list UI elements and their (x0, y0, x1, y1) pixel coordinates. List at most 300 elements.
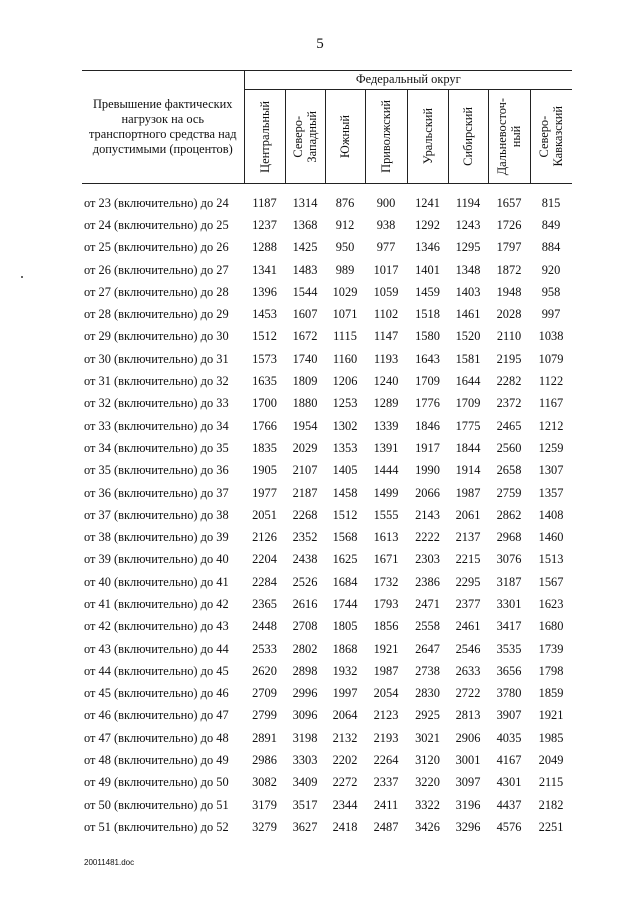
table-cell: 1726 (496, 217, 522, 232)
table-cell: 2365 (252, 596, 277, 611)
district-header (488, 90, 530, 184)
table-cell: 1147 (373, 329, 399, 344)
table-row (82, 192, 572, 214)
table-cell: 2204 (252, 552, 277, 567)
table-row (82, 437, 572, 459)
table-cell: 1732 (373, 574, 399, 589)
table-cell: 950 (335, 240, 355, 255)
table-cell: 1288 (252, 240, 277, 255)
table-cell: 4167 (496, 753, 522, 768)
table-cell: 1029 (332, 284, 358, 299)
table-cell: 815 (541, 195, 561, 210)
table-row (82, 259, 572, 281)
table-row (82, 616, 572, 638)
table-cell: 1071 (332, 307, 358, 322)
table-cell: 1237 (252, 217, 277, 232)
table-row (82, 415, 572, 437)
table-cell: 2115 (538, 775, 564, 790)
table-row (82, 214, 572, 236)
district-header-label: Северо- Западный (291, 110, 319, 163)
table-cell: 3296 (455, 819, 481, 834)
row-label: от 37 (включительно) до 38 (84, 507, 229, 522)
table-row (82, 749, 572, 771)
table-cell: 1038 (538, 329, 564, 344)
table-cell: 3196 (455, 797, 481, 812)
table-row (82, 816, 572, 838)
table-row (82, 660, 572, 682)
table-cell: 1353 (332, 440, 358, 455)
table-cell: 2066 (415, 485, 440, 500)
table-cell: 1921 (538, 708, 564, 723)
table-cell: 1193 (373, 351, 399, 366)
table-cell: 1167 (538, 396, 564, 411)
table-cell: 1985 (538, 730, 564, 745)
table-cell: 2143 (415, 507, 440, 522)
table-cell: 1700 (252, 396, 277, 411)
table-cell: 938 (376, 217, 396, 232)
table-cell: 2064 (332, 708, 358, 723)
table-cell: 3120 (415, 753, 440, 768)
table-cell: 1997 (332, 686, 358, 701)
table-cell: 2282 (496, 374, 522, 389)
table-row (82, 303, 572, 325)
table-cell: 1744 (332, 596, 358, 611)
table-cell: 2722 (455, 686, 481, 701)
table-cell: 2891 (252, 730, 277, 745)
table-cell: 1102 (373, 307, 399, 322)
table-cell: 2051 (252, 507, 277, 522)
table-cell: 1739 (538, 641, 564, 656)
table-cell: 2708 (292, 619, 318, 634)
table-cell: 1206 (332, 374, 358, 389)
table-cell: 1307 (538, 463, 564, 478)
row-label: от 47 (включительно) до 48 (84, 730, 229, 745)
table-row (82, 683, 572, 705)
table-cell: 2137 (455, 530, 481, 545)
table-cell: 2560 (496, 440, 522, 455)
district-header (285, 90, 325, 184)
district-header-label: Приволжский (379, 100, 393, 173)
table-row (82, 370, 572, 392)
row-label: от 29 (включительно) до 30 (84, 329, 229, 344)
table-cell: 1775 (455, 418, 481, 433)
table-cell: 3198 (292, 730, 318, 745)
table-cell: 1339 (373, 418, 399, 433)
table-cell: 997 (541, 307, 561, 322)
table-cell: 3076 (496, 552, 522, 567)
table-cell: 2123 (373, 708, 399, 723)
table-cell: 2738 (415, 663, 440, 678)
table-cell: 2487 (373, 819, 399, 834)
table-cell: 2195 (496, 351, 522, 366)
table-cell: 2061 (455, 507, 481, 522)
table-cell: 849 (541, 217, 561, 232)
table-cell: 1059 (373, 284, 399, 299)
table-cell: 1859 (538, 686, 564, 701)
row-label: от 28 (включительно) до 29 (84, 307, 229, 322)
table-row (82, 460, 572, 482)
table-cell: 2251 (538, 819, 564, 834)
row-header: Превышение фактических нагрузок на ось транспортного средства над допустимыми (процентов) (82, 71, 244, 184)
table-cell: 1444 (373, 463, 399, 478)
district-header (407, 90, 448, 184)
table-cell: 1341 (252, 262, 277, 277)
table-cell: 2759 (496, 485, 522, 500)
table-cell: 2546 (455, 641, 481, 656)
table-cell: 3220 (415, 775, 440, 790)
table-cell: 2193 (373, 730, 399, 745)
table-cell: 1625 (332, 552, 358, 567)
table-cell: 3417 (496, 619, 522, 634)
district-header-label: Дальневосточ- ный (495, 97, 523, 176)
table-cell: 1987 (373, 663, 399, 678)
table-cell: 2295 (455, 574, 481, 589)
table-cell: 2284 (252, 574, 277, 589)
district-header-label: Центральный (257, 100, 272, 173)
table-cell: 1948 (496, 284, 522, 299)
table-cell: 2029 (292, 440, 318, 455)
row-label: от 32 (включительно) до 33 (84, 396, 229, 411)
table-cell: 1295 (455, 240, 481, 255)
table-cell: 1115 (333, 329, 357, 344)
table-cell: 1623 (538, 596, 564, 611)
table-cell: 1573 (252, 351, 277, 366)
table-cell: 1160 (332, 351, 358, 366)
table-cell: 4035 (496, 730, 522, 745)
table-row (82, 794, 572, 816)
table-cell: 3517 (292, 797, 318, 812)
row-label: от 27 (включительно) до 28 (84, 284, 229, 299)
table-cell: 1194 (455, 195, 481, 210)
district-header (365, 90, 407, 184)
table-cell: 3426 (415, 819, 440, 834)
table-cell: 1520 (455, 329, 481, 344)
table-cell: 1990 (415, 463, 440, 478)
table-cell: 1977 (252, 485, 277, 500)
table-cell: 1805 (332, 619, 358, 634)
table-cell: 1187 (252, 195, 277, 210)
row-label: от 36 (включительно) до 37 (84, 485, 229, 500)
table-cell: 1921 (373, 641, 399, 656)
table-row (82, 593, 572, 615)
table-cell: 1844 (455, 440, 481, 455)
table-cell: 876 (335, 195, 355, 210)
table-header (82, 71, 572, 184)
table-cell: 1289 (373, 396, 399, 411)
table-cell: 3627 (292, 819, 318, 834)
table-cell: 2461 (455, 619, 481, 634)
table-cell: 2830 (415, 686, 440, 701)
district-header-label: Уральский (420, 108, 435, 165)
row-label: от 48 (включительно) до 49 (84, 753, 229, 768)
table-cell: 2303 (415, 552, 440, 567)
table-cell: 2352 (292, 530, 318, 545)
table-cell: 1544 (292, 284, 318, 299)
table-cell: 1987 (455, 485, 481, 500)
table-cell: 1259 (538, 440, 564, 455)
table-cell: 1868 (332, 641, 358, 656)
table-cell: 1396 (252, 284, 277, 299)
table-cell: 1314 (292, 195, 318, 210)
table-cell: 2906 (455, 730, 481, 745)
table-cell: 1797 (496, 240, 522, 255)
row-label: от 42 (включительно) до 43 (84, 619, 229, 634)
table-cell: 1905 (252, 463, 277, 478)
table-cell: 1809 (292, 374, 318, 389)
table-cell: 1568 (332, 530, 358, 545)
row-label: от 26 (включительно) до 27 (84, 262, 229, 277)
row-label: от 34 (включительно) до 35 (84, 440, 229, 455)
group-header: Федеральный округ (244, 71, 572, 90)
table-cell: 1079 (538, 351, 564, 366)
table-cell: 1512 (332, 507, 358, 522)
table-cell: 4437 (496, 797, 522, 812)
table-cell: 2215 (455, 552, 481, 567)
table-cell: 1580 (415, 329, 440, 344)
table-cell: 3303 (292, 753, 318, 768)
table-cell: 1635 (252, 374, 277, 389)
row-label: от 45 (включительно) до 46 (84, 686, 229, 701)
table-cell: 4301 (496, 775, 522, 790)
table-cell: 1567 (538, 574, 564, 589)
table-row (82, 727, 572, 749)
table-cell: 1483 (292, 262, 318, 277)
table-cell: 977 (376, 240, 396, 255)
table-cell: 1835 (252, 440, 277, 455)
table-cell: 2558 (415, 619, 440, 634)
row-label: от 25 (включительно) до 26 (84, 240, 229, 255)
table-cell: 1644 (455, 374, 481, 389)
table-cell: 1798 (538, 663, 564, 678)
table-cell: 1672 (292, 329, 318, 344)
row-label: от 31 (включительно) до 32 (84, 374, 229, 389)
table-cell: 3096 (292, 708, 318, 723)
table-cell: 3179 (252, 797, 277, 812)
table-cell: 1880 (292, 396, 318, 411)
file-name-footer: 20011481.doc (84, 858, 135, 867)
table-cell: 3082 (252, 775, 277, 790)
table-cell: 1459 (415, 284, 440, 299)
table-cell: 2709 (252, 686, 277, 701)
table-cell: 2182 (538, 797, 564, 812)
table-cell: 2264 (373, 753, 399, 768)
table-row (82, 326, 572, 348)
table-cell: 2126 (252, 530, 277, 545)
table-cell: 2107 (292, 463, 318, 478)
table-cell: 2799 (252, 708, 277, 723)
page-number: 5 (316, 36, 324, 52)
row-label: от 38 (включительно) до 39 (84, 530, 229, 545)
row-label: от 33 (включительно) до 34 (84, 418, 229, 433)
table-cell: 2802 (292, 641, 318, 656)
table-cell: 3187 (496, 574, 522, 589)
table-cell: 3021 (415, 730, 440, 745)
table-cell: 2813 (455, 708, 481, 723)
table-cell: 1518 (415, 307, 440, 322)
row-label: от 41 (включительно) до 42 (84, 596, 229, 611)
table-cell: 1512 (252, 329, 277, 344)
table-cell: 1302 (332, 418, 358, 433)
table-cell: 1461 (455, 307, 481, 322)
table-cell: 1709 (455, 396, 481, 411)
table-cell: 2533 (252, 641, 277, 656)
table-cell: 2028 (496, 307, 522, 322)
row-label: от 23 (включительно) до 24 (84, 195, 229, 210)
scan-artifact-dot (21, 276, 23, 278)
table-cell: 1212 (538, 418, 564, 433)
row-label: от 24 (включительно) до 25 (84, 217, 229, 232)
table-cell: 1240 (373, 374, 399, 389)
table-cell: 2344 (332, 797, 358, 812)
table-cell: 2411 (373, 797, 399, 812)
table-cell: 1740 (292, 351, 318, 366)
table-cell: 2386 (415, 574, 440, 589)
table-cell: 1403 (455, 284, 481, 299)
table-cell: 1499 (373, 485, 399, 500)
table-cell: 2647 (415, 641, 440, 656)
table-cell: 2337 (373, 775, 399, 790)
table-cell: 884 (541, 240, 561, 255)
district-header (530, 90, 572, 184)
table-cell: 2968 (496, 530, 522, 545)
table-cell: 2986 (252, 753, 277, 768)
table-cell: 1391 (373, 440, 399, 455)
table-cell: 1613 (373, 530, 399, 545)
table-cell: 1766 (252, 418, 277, 433)
table-cell: 2377 (455, 596, 481, 611)
table-cell: 2465 (496, 418, 522, 433)
table-cell: 3097 (455, 775, 481, 790)
table-cell: 2658 (496, 463, 522, 478)
table-cell: 2187 (292, 485, 318, 500)
table-cell: 1776 (415, 396, 440, 411)
district-header (448, 90, 488, 184)
table-cell: 2132 (332, 730, 358, 745)
table-cell: 1346 (415, 240, 440, 255)
table-body (82, 184, 572, 839)
table-cell: 1846 (415, 418, 440, 433)
table-cell: 3279 (252, 819, 277, 834)
table-cell: 1555 (373, 507, 399, 522)
table-cell: 912 (335, 217, 355, 232)
table-row (82, 348, 572, 370)
table-cell: 1368 (292, 217, 318, 232)
table-cell: 2448 (252, 619, 277, 634)
table-cell: 1856 (373, 619, 399, 634)
table-row (82, 638, 572, 660)
table-cell: 2272 (332, 775, 358, 790)
table-cell: 3780 (496, 686, 522, 701)
table-cell: 1401 (415, 262, 440, 277)
table-cell: 3409 (292, 775, 318, 790)
table-cell: 1709 (415, 374, 440, 389)
table-cell: 2925 (415, 708, 440, 723)
table-row (82, 705, 572, 727)
table-cell: 1453 (252, 307, 277, 322)
table-cell: 2110 (496, 329, 522, 344)
table-cell: 1680 (538, 619, 564, 634)
table-row (82, 772, 572, 794)
table-cell: 3001 (455, 753, 481, 768)
rates-table (82, 70, 572, 839)
table-cell: 989 (335, 262, 355, 277)
row-label: от 30 (включительно) до 31 (84, 351, 229, 366)
row-label: от 50 (включительно) до 51 (84, 797, 229, 812)
table-cell: 2996 (292, 686, 318, 701)
table-row (82, 237, 572, 259)
table-cell: 3535 (496, 641, 522, 656)
table-cell: 2620 (252, 663, 277, 678)
row-label: от 35 (включительно) до 36 (84, 463, 229, 478)
district-header-label: Южный (338, 114, 352, 159)
table-cell: 1122 (538, 374, 564, 389)
table-cell: 4576 (496, 819, 522, 834)
table-row (82, 526, 572, 548)
row-label: от 49 (включительно) до 50 (84, 775, 229, 790)
table-cell: 1253 (332, 396, 358, 411)
table-cell: 900 (376, 195, 396, 210)
table-cell: 1408 (538, 507, 564, 522)
row-label: от 39 (включительно) до 40 (84, 552, 229, 567)
table-cell: 3322 (415, 797, 440, 812)
row-label: от 40 (включительно) до 41 (84, 574, 229, 589)
table-cell: 1581 (455, 351, 481, 366)
table-cell: 1914 (455, 463, 481, 478)
table-cell: 1917 (415, 440, 440, 455)
table-cell: 2054 (373, 686, 399, 701)
table-cell: 1872 (496, 262, 522, 277)
district-header (244, 90, 285, 184)
table-cell: 2616 (292, 596, 318, 611)
table-cell: 1405 (332, 463, 358, 478)
table-row (82, 393, 572, 415)
table-cell: 1348 (455, 262, 481, 277)
table-cell: 1243 (455, 217, 481, 232)
row-label: от 46 (включительно) до 47 (84, 708, 229, 723)
table-cell: 2898 (292, 663, 318, 678)
table-cell: 2202 (332, 753, 358, 768)
table-cell: 3907 (496, 708, 522, 723)
district-header (325, 90, 365, 184)
table-cell: 1241 (415, 195, 440, 210)
table-cell: 2471 (415, 596, 440, 611)
table-row (82, 482, 572, 504)
table-cell: 1357 (538, 485, 564, 500)
table-cell: 1460 (538, 530, 564, 545)
table-row (82, 549, 572, 571)
table-cell: 2862 (496, 507, 522, 522)
table-row (82, 504, 572, 526)
table-cell: 1684 (332, 574, 358, 589)
table-cell: 1513 (538, 552, 564, 567)
district-header-label: Сибирский (461, 107, 475, 166)
row-label: от 44 (включительно) до 45 (84, 663, 229, 678)
table-cell: 2438 (292, 552, 318, 567)
table-cell: 1657 (496, 195, 522, 210)
header-spacer (82, 184, 572, 193)
table-cell: 1458 (332, 485, 358, 500)
table-cell: 1793 (373, 596, 399, 611)
table-cell: 1425 (292, 240, 318, 255)
table-cell: 1017 (373, 262, 399, 277)
table-cell: 958 (541, 284, 561, 299)
table-cell: 2372 (496, 396, 522, 411)
table-cell: 1932 (332, 663, 358, 678)
table-cell: 1607 (292, 307, 318, 322)
table-cell: 3656 (496, 663, 522, 678)
table-cell: 2268 (292, 507, 318, 522)
table-cell: 3301 (496, 596, 522, 611)
